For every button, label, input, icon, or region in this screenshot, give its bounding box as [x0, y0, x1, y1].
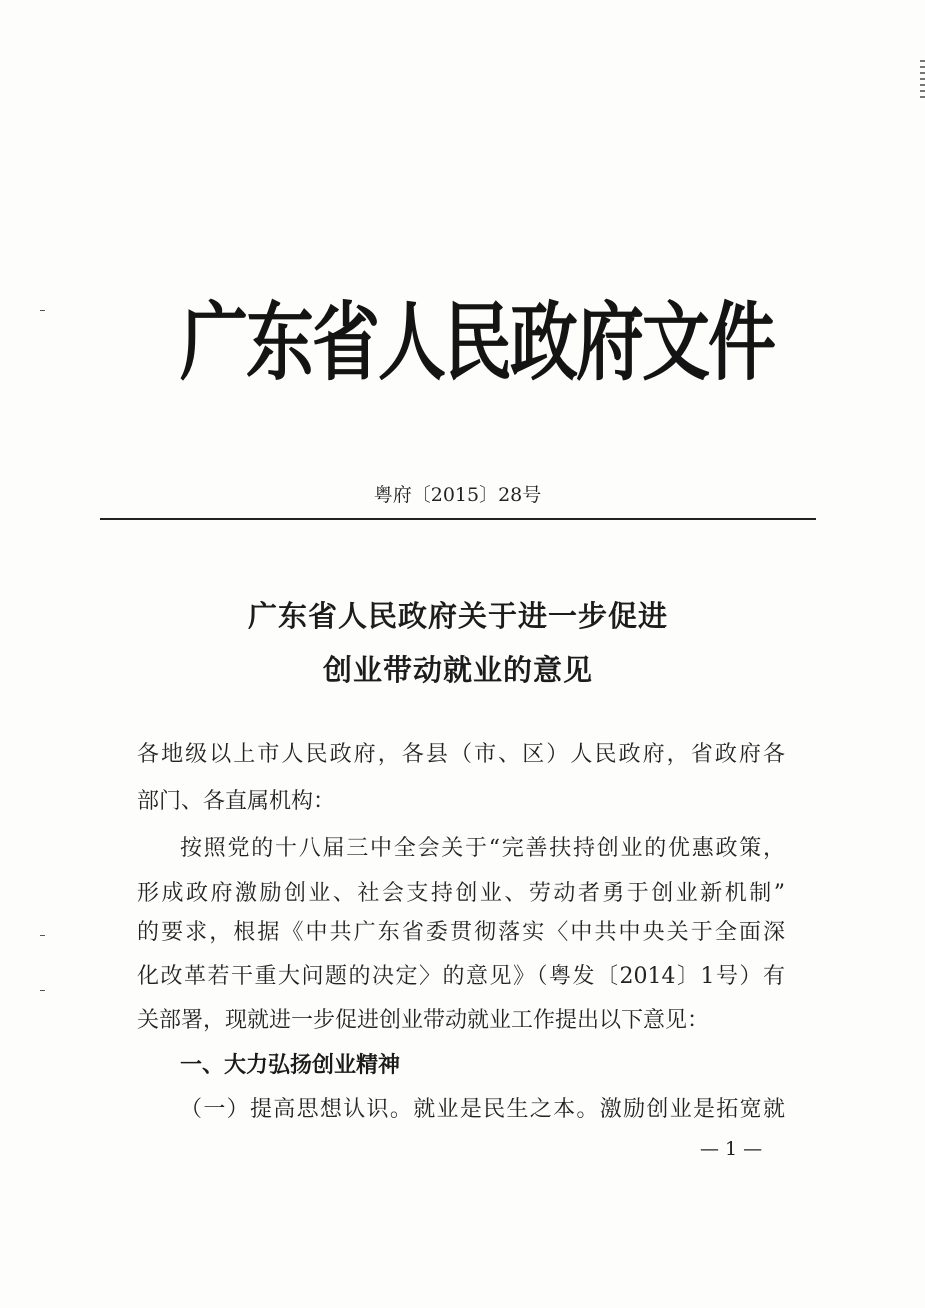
document-header-title: 广东省人民政府文件 [180, 294, 775, 394]
page-number: — 1 — [700, 1138, 763, 1160]
scan-edge-marks [920, 60, 925, 100]
document-title-line-1: 广东省人民政府关于进一步促进 [247, 599, 668, 633]
section-heading: 一、大力弘扬创业精神 [180, 1053, 401, 1078]
body-line-2: 形成政府激励创业、社会支持创业、劳动者勇于创业新机制” [137, 881, 785, 906]
header-divider [100, 518, 816, 520]
scan-mark [40, 935, 45, 936]
scan-mark [40, 310, 45, 311]
paragraph-line: （一）提高思想认识。就业是民生之本。激励创业是拓宽就 [180, 1097, 785, 1122]
scan-mark [40, 990, 45, 991]
document-title-line-2: 创业带动就业的意见 [322, 653, 593, 687]
body-line-4: 化改革若干重大问题的决定〉的意见》（粤发〔2014〕1号）有 [137, 964, 785, 989]
addressee-line-1: 各地级以上市人民政府，各县（市、区）人民政府，省政府各 [137, 742, 785, 767]
addressee-line-2: 部门、各直属机构： [137, 789, 336, 814]
body-line-1: 按照党的十八届三中全会关于“完善扶持创业的优惠政策， [180, 836, 785, 861]
body-line-5: 关部署，现就进一步促进创业带动就业工作提出以下意见： [137, 1008, 710, 1033]
body-line-3: 的要求，根据《中共广东省委贯彻落实〈中共中央关于全面深 [137, 920, 785, 945]
document-number: 粤府〔2015〕28号 [373, 484, 542, 506]
